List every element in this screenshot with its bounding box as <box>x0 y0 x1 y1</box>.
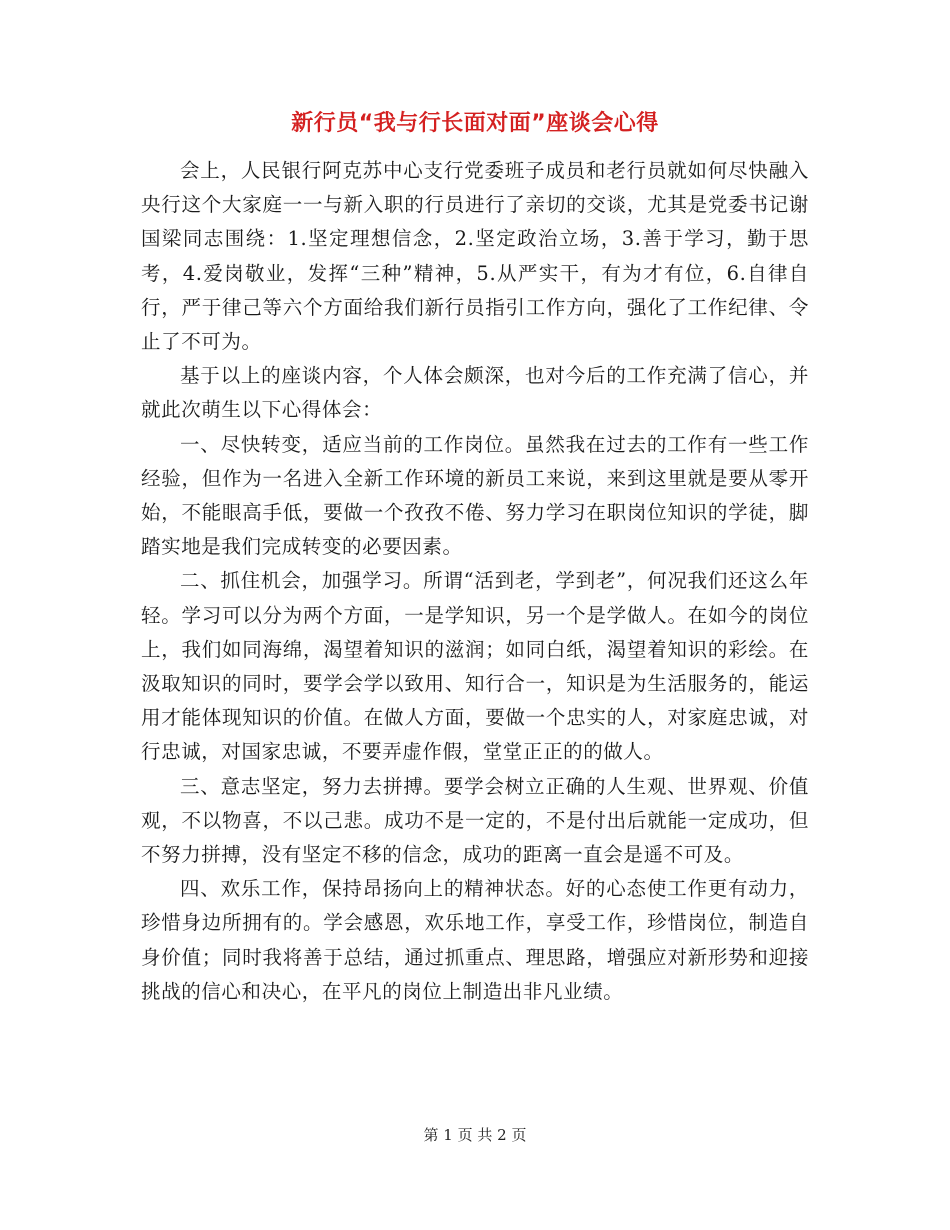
document-title: 新行员“我与行长面对面”座谈会心得 <box>291 111 659 136</box>
document-body <box>141 154 809 1009</box>
paragraph-5: 三、意志坚定，努力去拼搏。要学会树立正确的人生观、世界观、价值观，不以物喜，不以己悲。成功不是一定的，不是付出后就能一定成功，但不努力拼搏，没有坚定不移的信念，成功的距离一直会是遥不可及。 <box>141 774 809 867</box>
paragraph-3: 一、尽快转变，适应当前的工作岗位。虽然我在过去的工作有一些工作经验，但作为一名进入全新工作环境的新员工来说，来到这里就是要从零开始，不能眼高手低，要做一个孜孜不倦、努力学习在职岗位知识的学徒，脚踏实地是我们完成转变的必要因素。 <box>141 432 809 559</box>
page-footer: 第 1 页 共 2 页 <box>423 1126 527 1144</box>
paragraph-2: 基于以上的座谈内容，个人体会颇深，也对今后的工作充满了信心，并就此次萌生以下心得体会： <box>141 364 809 422</box>
paragraph-1: 会上，人民银行阿克苏中心支行党委班子成员和老行员就如何尽快融入央行这个大家庭一一与新入职的行员进行了亲切的交谈，尤其是党委书记谢国梁同志围绕：1.坚定理想信念，2.坚定政治立场，3.善于学习，勤于思考，4.爱岗敬业，发挥“三种”精神，5.从严实干，有为才有位，6.自律自行，严于律己等六个方面给我们新行员指引工作方向，强化了工作纪律、令止了不可为。 <box>141 159 809 354</box>
paragraph-6: 四、欢乐工作，保持昂扬向上的精神状态。好的心态使工作更有动力，珍惜身边所拥有的。学会感恩，欢乐地工作，享受工作，珍惜岗位，制造自身价值；同时我将善于总结，通过抓重点、理思路，增强应对新形势和迎接挑战的信心和决心，在平凡的岗位上制造出非凡业绩。 <box>141 877 809 1003</box>
paragraph-4: 二、抓住机会，加强学习。所谓“活到老，学到老”，何况我们还这么年轻。学习可以分为两个方面，一是学知识，另一个是学做人。在如今的岗位上，我们如同海绵，渴望着知识的滋润；如同白纸，渴望着知识的彩绘。在汲取知识的同时，要学会学以致用、知行合一，知识是为生活服务的，能运用才能体现知识的价值。在做人方面，要做一个忠实的人，对家庭忠诚，对行忠诚，对国家忠诚，不要弄虚作假，堂堂正正的的做人。 <box>141 569 809 764</box>
